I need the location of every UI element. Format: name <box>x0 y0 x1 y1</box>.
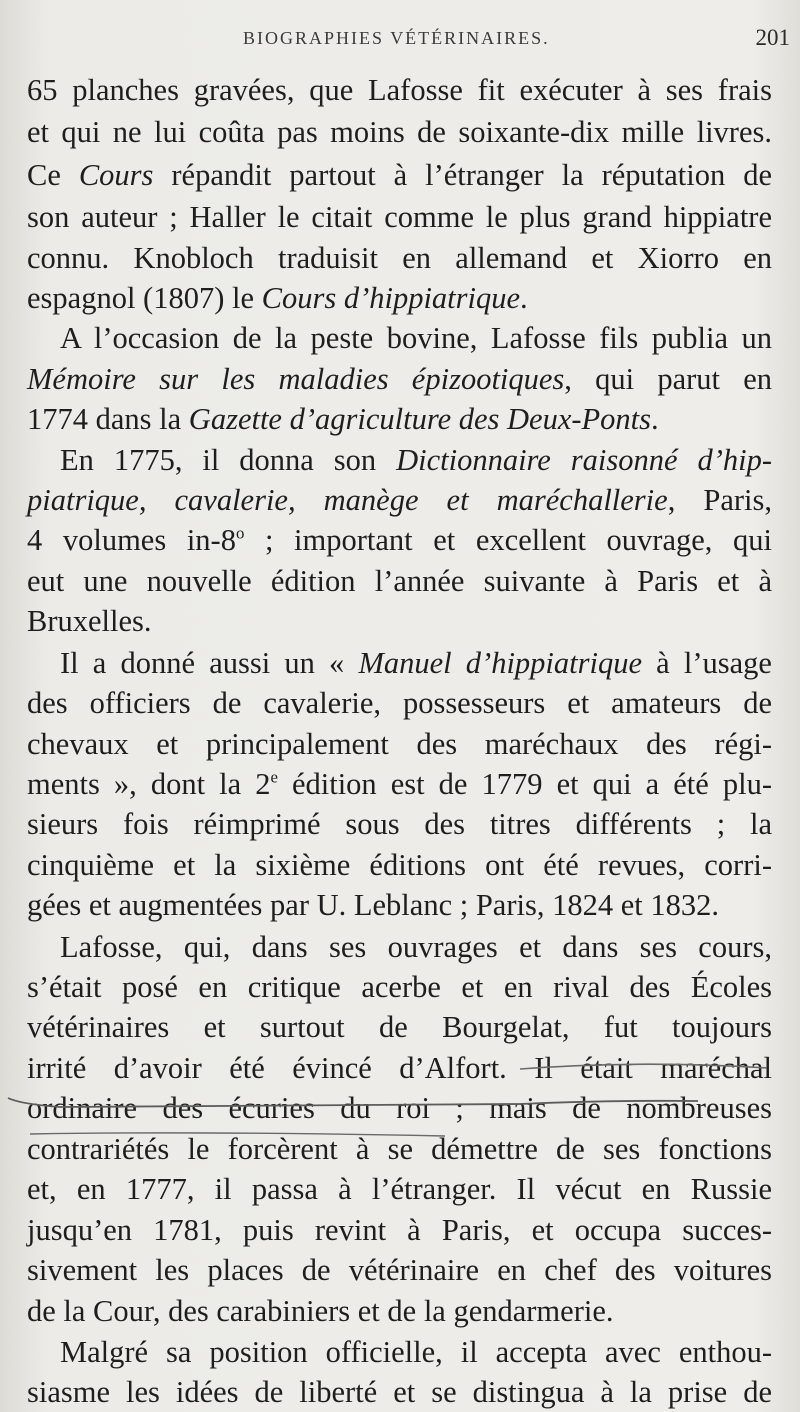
text-line <box>27 155 772 195</box>
text-line: des officiers de cavalerie, possesseurs et amateurs de <box>27 686 772 720</box>
text-span: . <box>651 402 659 436</box>
italic-title: Dictionnaire raisonné d’hip- <box>396 443 772 477</box>
text-line: chevaux et principalement des maréchaux des régi- <box>27 727 772 761</box>
text-line: et, en 1777, il passa à l’étranger. Il vécut en Russie <box>27 1172 772 1206</box>
text-line: jusqu’en 1781, puis revint à Paris, et occupa succes- <box>27 1213 772 1247</box>
text-line <box>27 278 772 318</box>
text-line: cinquième et la sixième éditions ont été revues, corri- <box>27 848 772 882</box>
italic-title: Cours d’hippiatrique <box>261 281 521 315</box>
text-line: s’était posé en critique acerbe et en rival des Écoles <box>27 970 772 1004</box>
italic-title: Mémoire sur les maladies épizootiques <box>27 362 565 396</box>
text-span: , qui parut en <box>564 362 772 396</box>
text-span: . <box>520 281 528 315</box>
text-line: ordinaire des écuries du roi ; mais de nombreuses <box>27 1091 772 1125</box>
text-span: à l’usage <box>642 646 772 680</box>
superscript: e <box>270 767 278 787</box>
text-line: eut une nouvelle édition l’année suivante à Paris et à <box>27 564 772 598</box>
text-line <box>27 764 772 804</box>
text-line: sivement les places de vétérinaire en chef des voitures <box>27 1253 772 1287</box>
text-line: et qui ne lui coûta pas moins de soixante-dix mille livres. <box>27 115 772 149</box>
text-line: son auteur ; Haller le citait comme le plus grand hippiatre <box>27 200 772 234</box>
text-line: 65 planches gravées, que Lafosse fit exécuter à ses frais <box>27 73 772 107</box>
text-span: 1774 dans la <box>27 402 189 436</box>
italic-title: Gazette d’agriculture des Deux-Ponts <box>188 402 651 436</box>
text-line: A l’occasion de la peste bovine, Lafosse fils publia un <box>60 321 772 355</box>
text-span: , Paris, <box>667 483 773 517</box>
text-line <box>60 643 772 683</box>
text-line <box>60 440 772 480</box>
text-line: sieurs fois réimprimé sous des titres différents ; la <box>27 807 772 841</box>
text-span: ments », dont la 2 <box>27 767 271 801</box>
text-line: irrité d’avoir été évincé d’Alfort. Il était maréchal <box>27 1051 772 1085</box>
text-line <box>27 399 772 439</box>
text-line <box>27 359 772 399</box>
text-line: vétérinaires et surtout de Bourgelat, fut toujours <box>27 1010 772 1044</box>
text-span: Ce <box>27 158 79 192</box>
text-line <box>27 480 772 520</box>
text-span: ; important et excellent ouvrage, qui <box>244 523 772 557</box>
italic-title: Manuel d’hippiatrique <box>358 646 643 680</box>
italic-title: piatrique, cavalerie, manège et maréchallerie <box>27 483 668 517</box>
text-line: contrariétés le forcèrent à se démettre de ses fonctions <box>27 1132 772 1166</box>
text-line: Lafosse, qui, dans ses ouvrages et dans ses cours, <box>60 930 772 964</box>
superscript: o <box>235 523 245 543</box>
text-span: espagnol (1807) le <box>27 281 262 315</box>
text-span: 4 volumes in-8 <box>27 523 236 557</box>
page-header <box>0 25 800 58</box>
text-line: de la Cour, des carabiniers et de la gendarmerie. <box>27 1294 614 1328</box>
text-span: édition est de 1779 et qui a été plu- <box>277 767 772 801</box>
text-span: répandit partout à l’étranger la réputation de <box>153 158 772 192</box>
text-line: gées et augmentées par U. Leblanc ; Paris, 1824 et 1832. <box>27 888 719 922</box>
running-title: BIOGRAPHIES VÉTÉRINAIRES. <box>243 28 550 48</box>
page-number: 201 <box>755 25 790 50</box>
text-span: En 1775, il donna son <box>60 443 397 477</box>
text-span: Il a donné aussi un « <box>60 646 359 680</box>
text-line: Malgré sa position officielle, il accepta avec enthou- <box>60 1335 772 1369</box>
text-line: siasme les idées de liberté et se distingua à la prise de <box>27 1375 772 1409</box>
italic-title: Cours <box>78 158 154 192</box>
text-line: Bruxelles. <box>27 604 152 638</box>
text-line <box>27 520 772 560</box>
text-line: connu. Knobloch traduisit en allemand et Xiorro en <box>27 241 772 275</box>
